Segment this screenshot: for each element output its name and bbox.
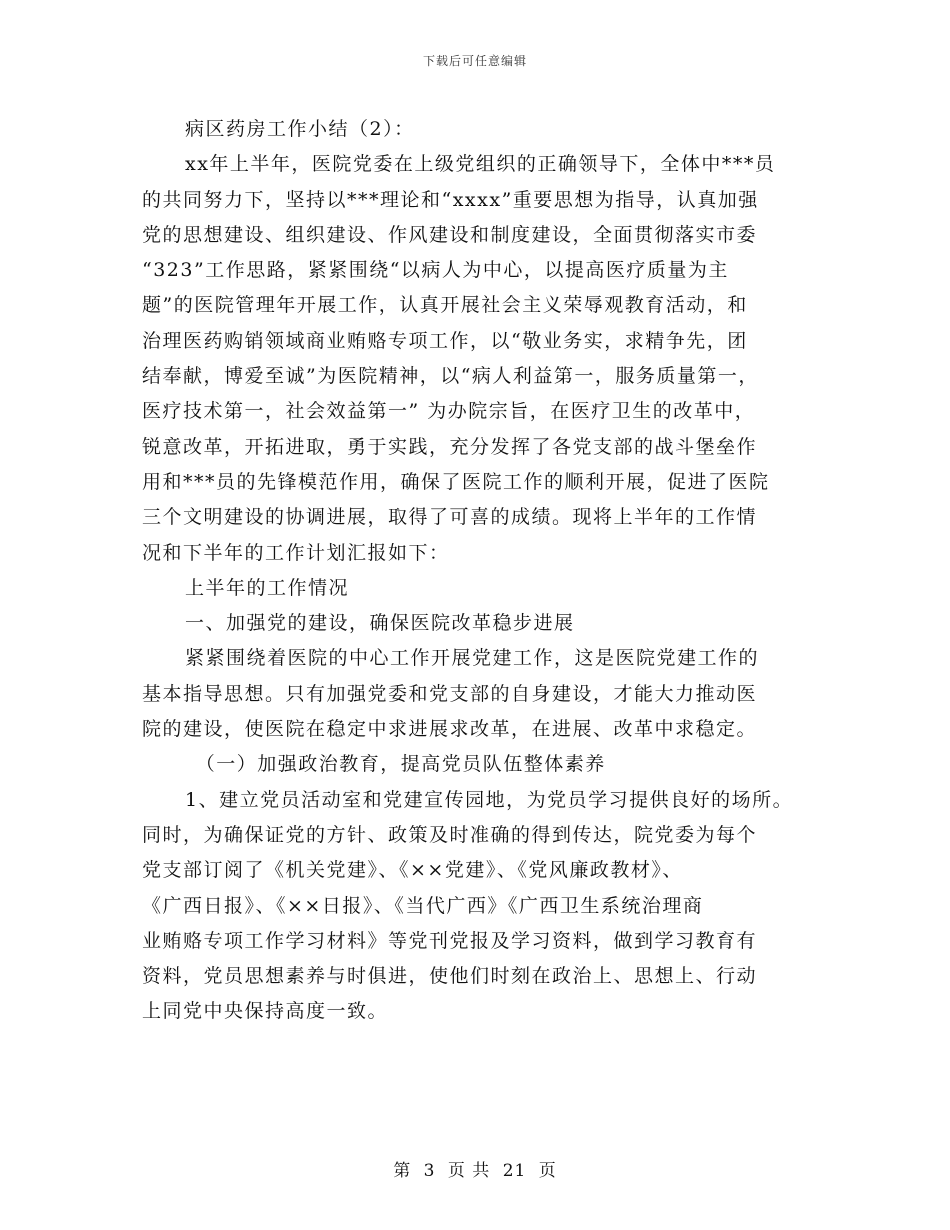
page-footer bbox=[0, 1156, 950, 1181]
text-line: “323”工作思路，紧紧围绕“以病人为中心，以提高医疗质量为主 bbox=[142, 259, 729, 282]
text-line: 医疗技术第一，社会效益第一” 为办院宗旨，在医疗卫生的改革中， bbox=[142, 400, 756, 423]
text-line: （一）加强政治教育，提高党员队伍整体素养 bbox=[195, 753, 606, 776]
text-line: 基本指导思想。只有加强党委和党支部的自身建设，才能大力推动医 bbox=[142, 682, 758, 705]
text-line: 结奉献，博爱至诚”为医院精神，以“病人利益第一，服务质量第一， bbox=[142, 365, 759, 388]
text-line: 1、建立党员活动室和党建宣传园地，为党员学习提供良好的场所。 bbox=[185, 788, 794, 811]
text-line: 院的建设，使医院在稳定中求进展求改革，在进展、改革中求稳定。 bbox=[142, 718, 758, 741]
text-line: 用和***员的先锋模范作用，确保了医院工作的顺利开展，促进了医院 bbox=[142, 470, 770, 493]
footer-middle: 页 共 bbox=[447, 1161, 491, 1181]
document-body bbox=[142, 112, 814, 1030]
text-line: 业贿赂专项工作学习材料》等党刊党报及学习资料，做到学习教育有 bbox=[142, 929, 758, 952]
text-line: 的共同努力下，坚持以***理论和“xxxx”重要思想为指导，认真加强 bbox=[142, 188, 759, 211]
footer-prefix: 第 bbox=[393, 1161, 412, 1181]
text-line: 同时，为确保证党的方针、政策及时准确的得到传达，院党委为每个 bbox=[142, 823, 758, 846]
text-line: 资料，党员思想素养与时俱进，使他们时刻在政治上、思想上、行动 bbox=[142, 965, 758, 988]
text-line: 《广西日报》、《××日报》、《当代广西》《广西卫生系统治理商 bbox=[142, 894, 704, 917]
text-line: 三个文明建设的协调进展，取得了可喜的成绩。现将上半年的工作情 bbox=[142, 506, 758, 529]
text-line: 党支部订阅了《机关党建》、《××党建》、《党风廉政教材》、 bbox=[142, 859, 683, 882]
text-line: 治理医药购销领域商业贿赂专项工作，以“敬业务实，求精争先，团 bbox=[142, 329, 748, 352]
page-header: 下载后可任意编辑 bbox=[422, 54, 527, 68]
footer-suffix: 页 bbox=[538, 1161, 557, 1181]
text-line: 一、加强党的建设，确保医院改革稳步进展 bbox=[185, 612, 575, 635]
text-line: xx年上半年，医院党委在上级党组织的正确领导下，全体中***员 bbox=[185, 153, 776, 176]
text-line: 上半年的工作情况 bbox=[185, 576, 350, 599]
footer-total-pages: 21 bbox=[502, 1161, 527, 1181]
text-line: 党的思想建设、组织建设、作风建设和制度建设，全面贯彻落实市委 bbox=[142, 223, 758, 246]
text-line: 上同党中央保持高度一致。 bbox=[142, 1000, 389, 1023]
footer-page-number: 3 bbox=[423, 1161, 436, 1181]
text-line: 况和下半年的工作计划汇报如下： bbox=[142, 541, 450, 564]
text-line: 紧紧围绕着医院的中心工作开展党建工作，这是医院党建工作的 bbox=[185, 647, 760, 670]
text-line: 题”的医院管理年开展工作，认真开展社会主义荣辱观教育活动，和 bbox=[142, 294, 748, 317]
text-line: 病区药房工作小结（2）： bbox=[185, 118, 415, 140]
text-line: 锐意改革，开拓进取，勇于实践，充分发挥了各党支部的战斗堡垒作 bbox=[142, 435, 758, 458]
